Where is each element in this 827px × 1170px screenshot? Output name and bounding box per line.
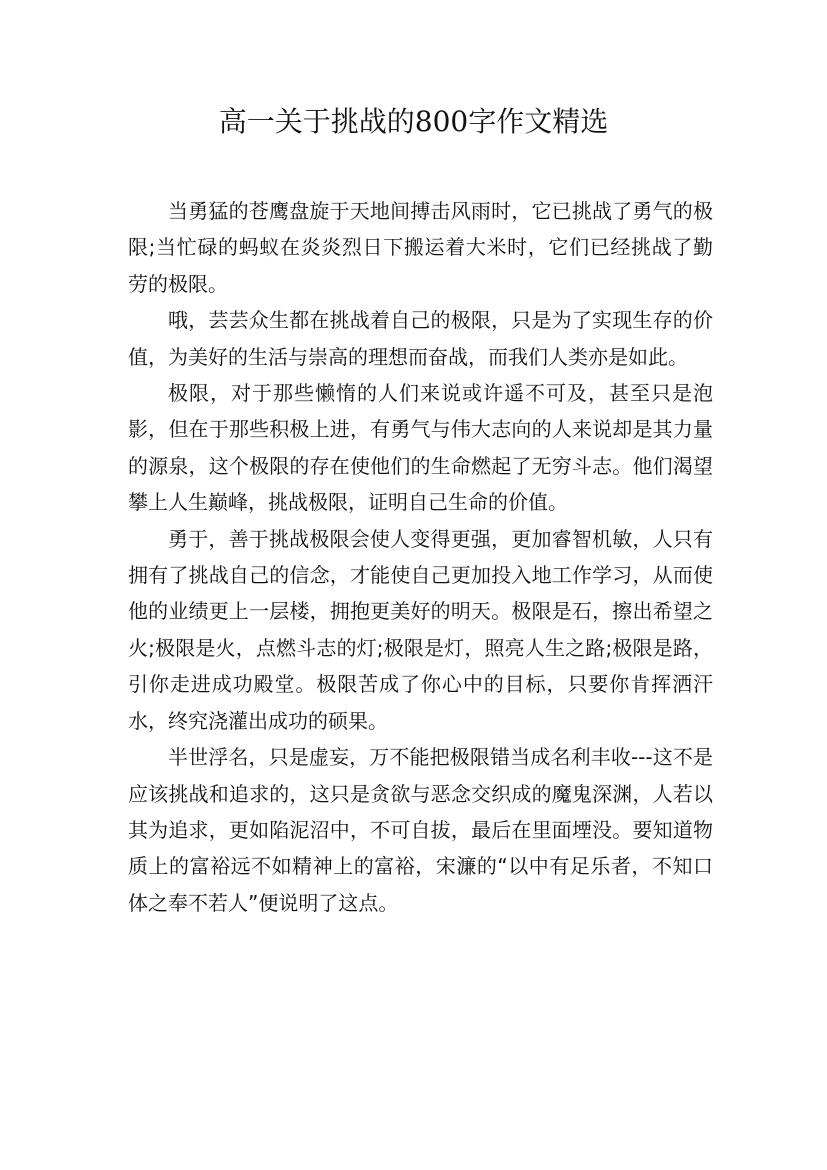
paragraph-2: 哦，芸芸众生都在挑战着自己的极限，只是为了实现生存的价值，为美好的生活与崇高的理想而奋战，而我们人类亦是如此。	[128, 308, 713, 369]
document-body	[128, 193, 713, 921]
paragraph-1: 当勇猛的苍鹰盘旋于天地间搏击风雨时，它已挑战了勇气的极限;当忙碌的蚂蚁在炎炎烈日下搬运着大米时，它们已经挑战了勤劳的极限。	[128, 199, 713, 296]
paragraph-4: 勇于，善于挑战极限会使人变得更强，更加睿智机敏，人只有拥有了挑战自己的信念，才能使自己更加投入地工作学习，从而使他的业绩更上一层楼，拥抱更美好的明天。极限是石，擦出希望之火;极限是火，点燃斗志的灯;极限是灯，照亮人生之路;极限是路，引你走进成功殿堂。极限苦成了你心中的目标，只要你肯挥洒汗水，终究浇灌出成功的硕果。	[128, 526, 713, 733]
paragraph-5: 半世浮名，只是虚妄，万不能把极限错当成名利丰收---这不是应该挑战和追求的，这只是贪欲与恶念交织成的魔鬼深渊，人若以其为追求，更如陷泥沼中，不可自拔，最后在里面堙没。要知道物质上的富裕远不如精神上的富裕，宋濂的“以中有足乐者，不知口体之奉不若人”便说明了这点。	[128, 745, 713, 915]
paragraph-3: 极限，对于那些懒惰的人们来说或许遥不可及，甚至只是泡影，但在于那些积极上进，有勇气与伟大志向的人来说却是其力量的源泉，这个极限的存在使他们的生命燃起了无穷斗志。他们渴望攀上人生巅峰，挑战极限，证明自己生命的价值。	[128, 381, 713, 515]
document-title: 高一关于挑战的800字作文精选	[218, 105, 609, 138]
